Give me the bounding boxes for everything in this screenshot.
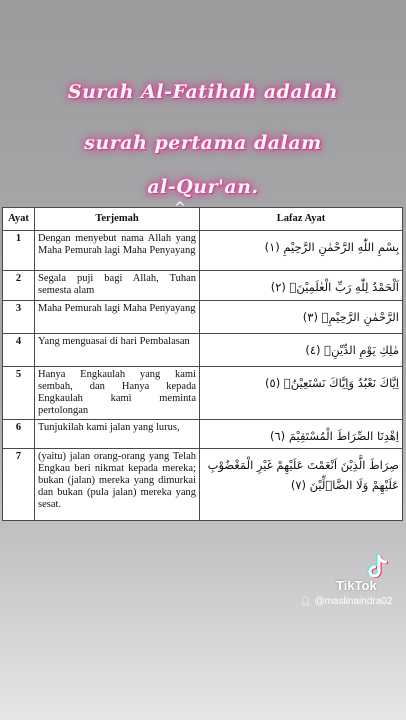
row-lafaz: اَلْحَمْدُ لِلّٰهِ رَبِّ الْعٰلَمِيْنَۙ (٢)	[200, 271, 403, 301]
row-number: 7	[3, 449, 35, 521]
header-terjemah: Terjemah	[35, 208, 200, 231]
tiktok-logo-icon	[362, 553, 392, 581]
row-terjemah: Segala puji bagi Allah, Tuhan semesta alam	[35, 271, 200, 301]
row-lafaz: اِهْدِنَا الصِّرَاطَ الْمُسْتَقِيْمَ (٦)	[200, 420, 403, 449]
header-ayat: Ayat	[3, 208, 35, 231]
row-number: 1	[3, 231, 35, 271]
header-lafaz: Lafaz Ayat	[200, 208, 403, 231]
row-lafaz: اِيَّاكَ نَعْبُدُ وَاِيَّاكَ نَسْتَعِيْنُۗ (٥)	[200, 367, 403, 420]
fatihah-table-container	[2, 207, 403, 521]
creator-handle	[300, 596, 392, 607]
row-number: 2	[3, 271, 35, 301]
row-lafaz: الرَّحْمٰنِ الرَّحِيْمِۙ (٣)	[200, 301, 403, 334]
table-row	[3, 367, 403, 420]
row-terjemah: Dengan menyebut nama Allah yang Maha Pemurah lagi Maha Penyayang	[35, 231, 200, 271]
row-terjemah: (yaitu) jalan orang-orang yang Telah Engkau beri nikmat kepada mereka; bukan (jalan) mereka yang dimurkai dan bukan (pula jalan) mereka yang sesat.	[35, 449, 200, 521]
row-number: 3	[3, 301, 35, 334]
caption-line-3: al-Qur'an.	[147, 176, 259, 198]
handle-text: @maslinaindra02	[314, 596, 393, 607]
row-terjemah: Yang menguasai di hari Pembalasan	[35, 334, 200, 367]
tiktok-brand: TikTok	[336, 578, 377, 593]
row-lafaz: بِسْمِ اللّٰهِ الرَّحْمٰنِ الرَّحِيْمِ (١)	[200, 231, 403, 271]
table-row	[3, 301, 403, 334]
user-icon: 👤︎	[300, 596, 312, 606]
table-row	[3, 420, 403, 449]
fatihah-table	[2, 207, 403, 521]
row-terjemah: Hanya Engkaulah yang kami sembah, dan Hanya kepada Engkaulah kami meminta pertolongan	[35, 367, 200, 420]
table-row	[3, 449, 403, 521]
row-terjemah: Tunjukilah kami jalan yang lurus,	[35, 420, 200, 449]
table-row	[3, 334, 403, 367]
row-number: 6	[3, 420, 35, 449]
table-row	[3, 271, 403, 301]
caption-line-1: Surah Al-Fatihah adalah	[67, 81, 339, 103]
row-lafaz: صِرَاطَ الَّذِيْنَ اَنْعَمْتَ عَلَيْهِمْ غَيْرِ الْمَغْضُوْبِ عَلَيْهِمْ وَلَا الضَّاۤلِّيْنَ (٧)	[200, 449, 403, 521]
row-number: 4	[3, 334, 35, 367]
row-lafaz: مٰلِكِ يَوْمِ الدِّيْنِۗ (٤)	[200, 334, 403, 367]
caption-line-2: surah pertama dalam	[84, 132, 322, 154]
table-header-row	[3, 208, 403, 231]
table-row	[3, 231, 403, 271]
row-number: 5	[3, 367, 35, 420]
row-terjemah: Maha Pemurah lagi Maha Penyayang	[35, 301, 200, 334]
